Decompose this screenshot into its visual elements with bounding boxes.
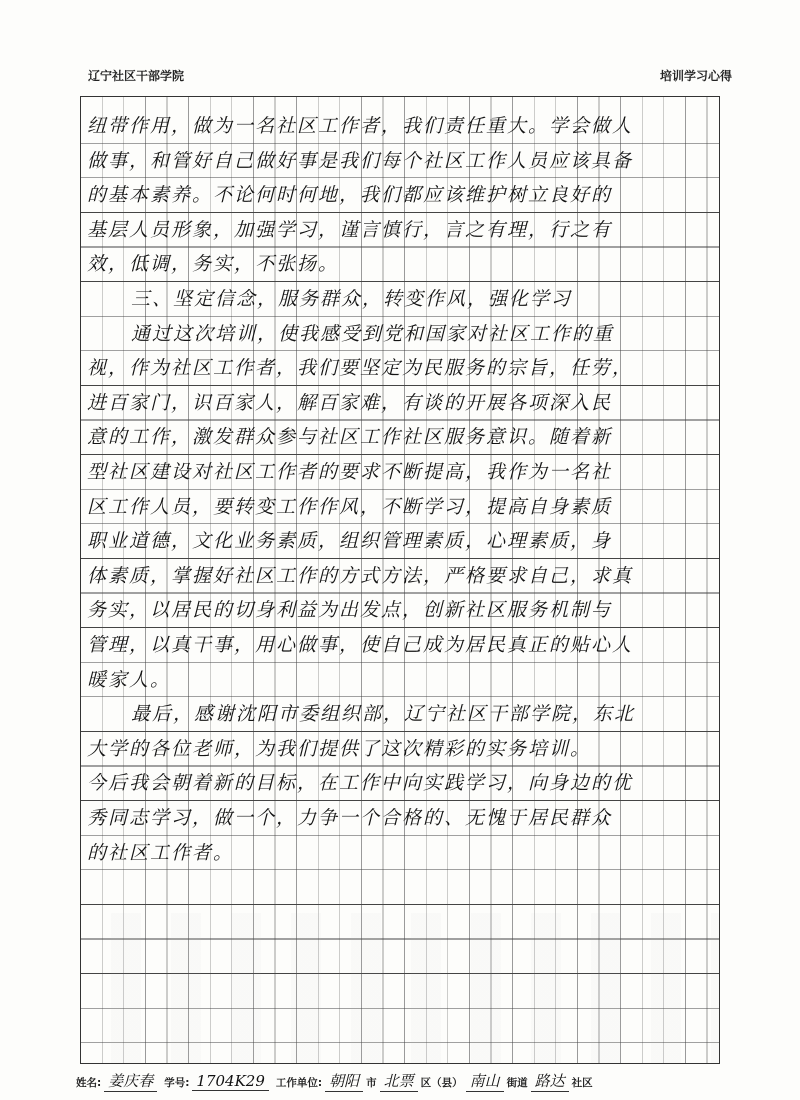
text-line: 进百家门，识百家人，解百家难，有谈的开展各项深入民 [87, 391, 613, 414]
text-line: 管理，以真干事，用心做事，使自己成为居民真正的贴心人 [87, 634, 634, 656]
text-line: 的基本素养。不论何时何地，我们都应该维护树立良好的 [87, 184, 613, 207]
section-heading: 三、坚定信念，服务群众，转变作风，强化学习 [131, 288, 573, 310]
name-value: 姜庆春 [104, 1070, 157, 1092]
text-line: 效，低调，务实，不张扬。 [87, 253, 340, 276]
text-line: 的社区工作者。 [87, 841, 235, 864]
street-label: 街道 [506, 1077, 528, 1089]
grid-paper [80, 96, 720, 1064]
text-line: 最后，感谢沈阳市委组织部，辽宁社区干部学院，东北 [131, 703, 636, 726]
text-line: 暖家人。 [87, 668, 172, 691]
text-line: 秀同志学习，做一个，力争一个合格的、无愧于居民群众 [87, 807, 613, 829]
city-label: 市 [366, 1077, 377, 1089]
page-header [88, 64, 732, 86]
name-label: 姓名: [76, 1077, 102, 1089]
id-label: 学号: [164, 1077, 190, 1089]
unit-label: 工作单位: [275, 1077, 323, 1089]
text-line: 区工作人员，要转变工作作风，不断学习，提高自身素质 [87, 495, 613, 518]
id-value: 1704K29 [192, 1072, 268, 1091]
text-line: 体素质，掌握好社区工作的方式方法，严格要求自己，求真 [87, 564, 634, 587]
document-type: 培训学习心得 [659, 68, 732, 83]
town-value: 南山 [466, 1070, 504, 1092]
district-label: 区（县） [420, 1077, 463, 1089]
text-line: 务实，以居民的切身利益为出发点，创新社区服务机制与 [87, 599, 613, 622]
community-label: 社区 [571, 1077, 593, 1089]
text-line: 今后我会朝着新的目标，在工作中向实践学习，向身边的优 [87, 772, 634, 795]
page-footer [76, 1070, 740, 1092]
district-value: 北票 [380, 1070, 418, 1092]
institution-name: 辽宁社区干部学院 [88, 68, 185, 83]
text-line: 纽带作用，做为一名社区工作者，我们责任重大。学会做人 [87, 115, 634, 137]
text-line: 型社区建设对社区工作者的要求不断提高，我作为一名社 [87, 461, 613, 483]
text-line: 做事，和管好自己做好事是我们每个社区工作人员应该具备 [87, 149, 634, 172]
text-line: 职业道德，文化业务素质，组织管理素质，心理素质，身 [87, 530, 613, 553]
community-value: 路达 [531, 1070, 569, 1092]
text-line: 基层人员形象，加强学习，谨言慎行，言之有理，行之有 [87, 218, 613, 241]
reverse-side-bleed [81, 913, 719, 1063]
text-line: 意的工作，激发群众参与社区工作社区服务意识。随着新 [87, 426, 613, 449]
city-value: 朝阳 [325, 1070, 363, 1092]
text-line: 大学的各位老师，为我们提供了这次精彩的实务培训。 [87, 737, 592, 760]
text-line: 通过这次培训，使我感受到党和国家对社区工作的重 [131, 322, 615, 345]
text-line: 视，作为社区工作者，我们要坚定为民服务的宗旨，任劳， [87, 357, 634, 380]
